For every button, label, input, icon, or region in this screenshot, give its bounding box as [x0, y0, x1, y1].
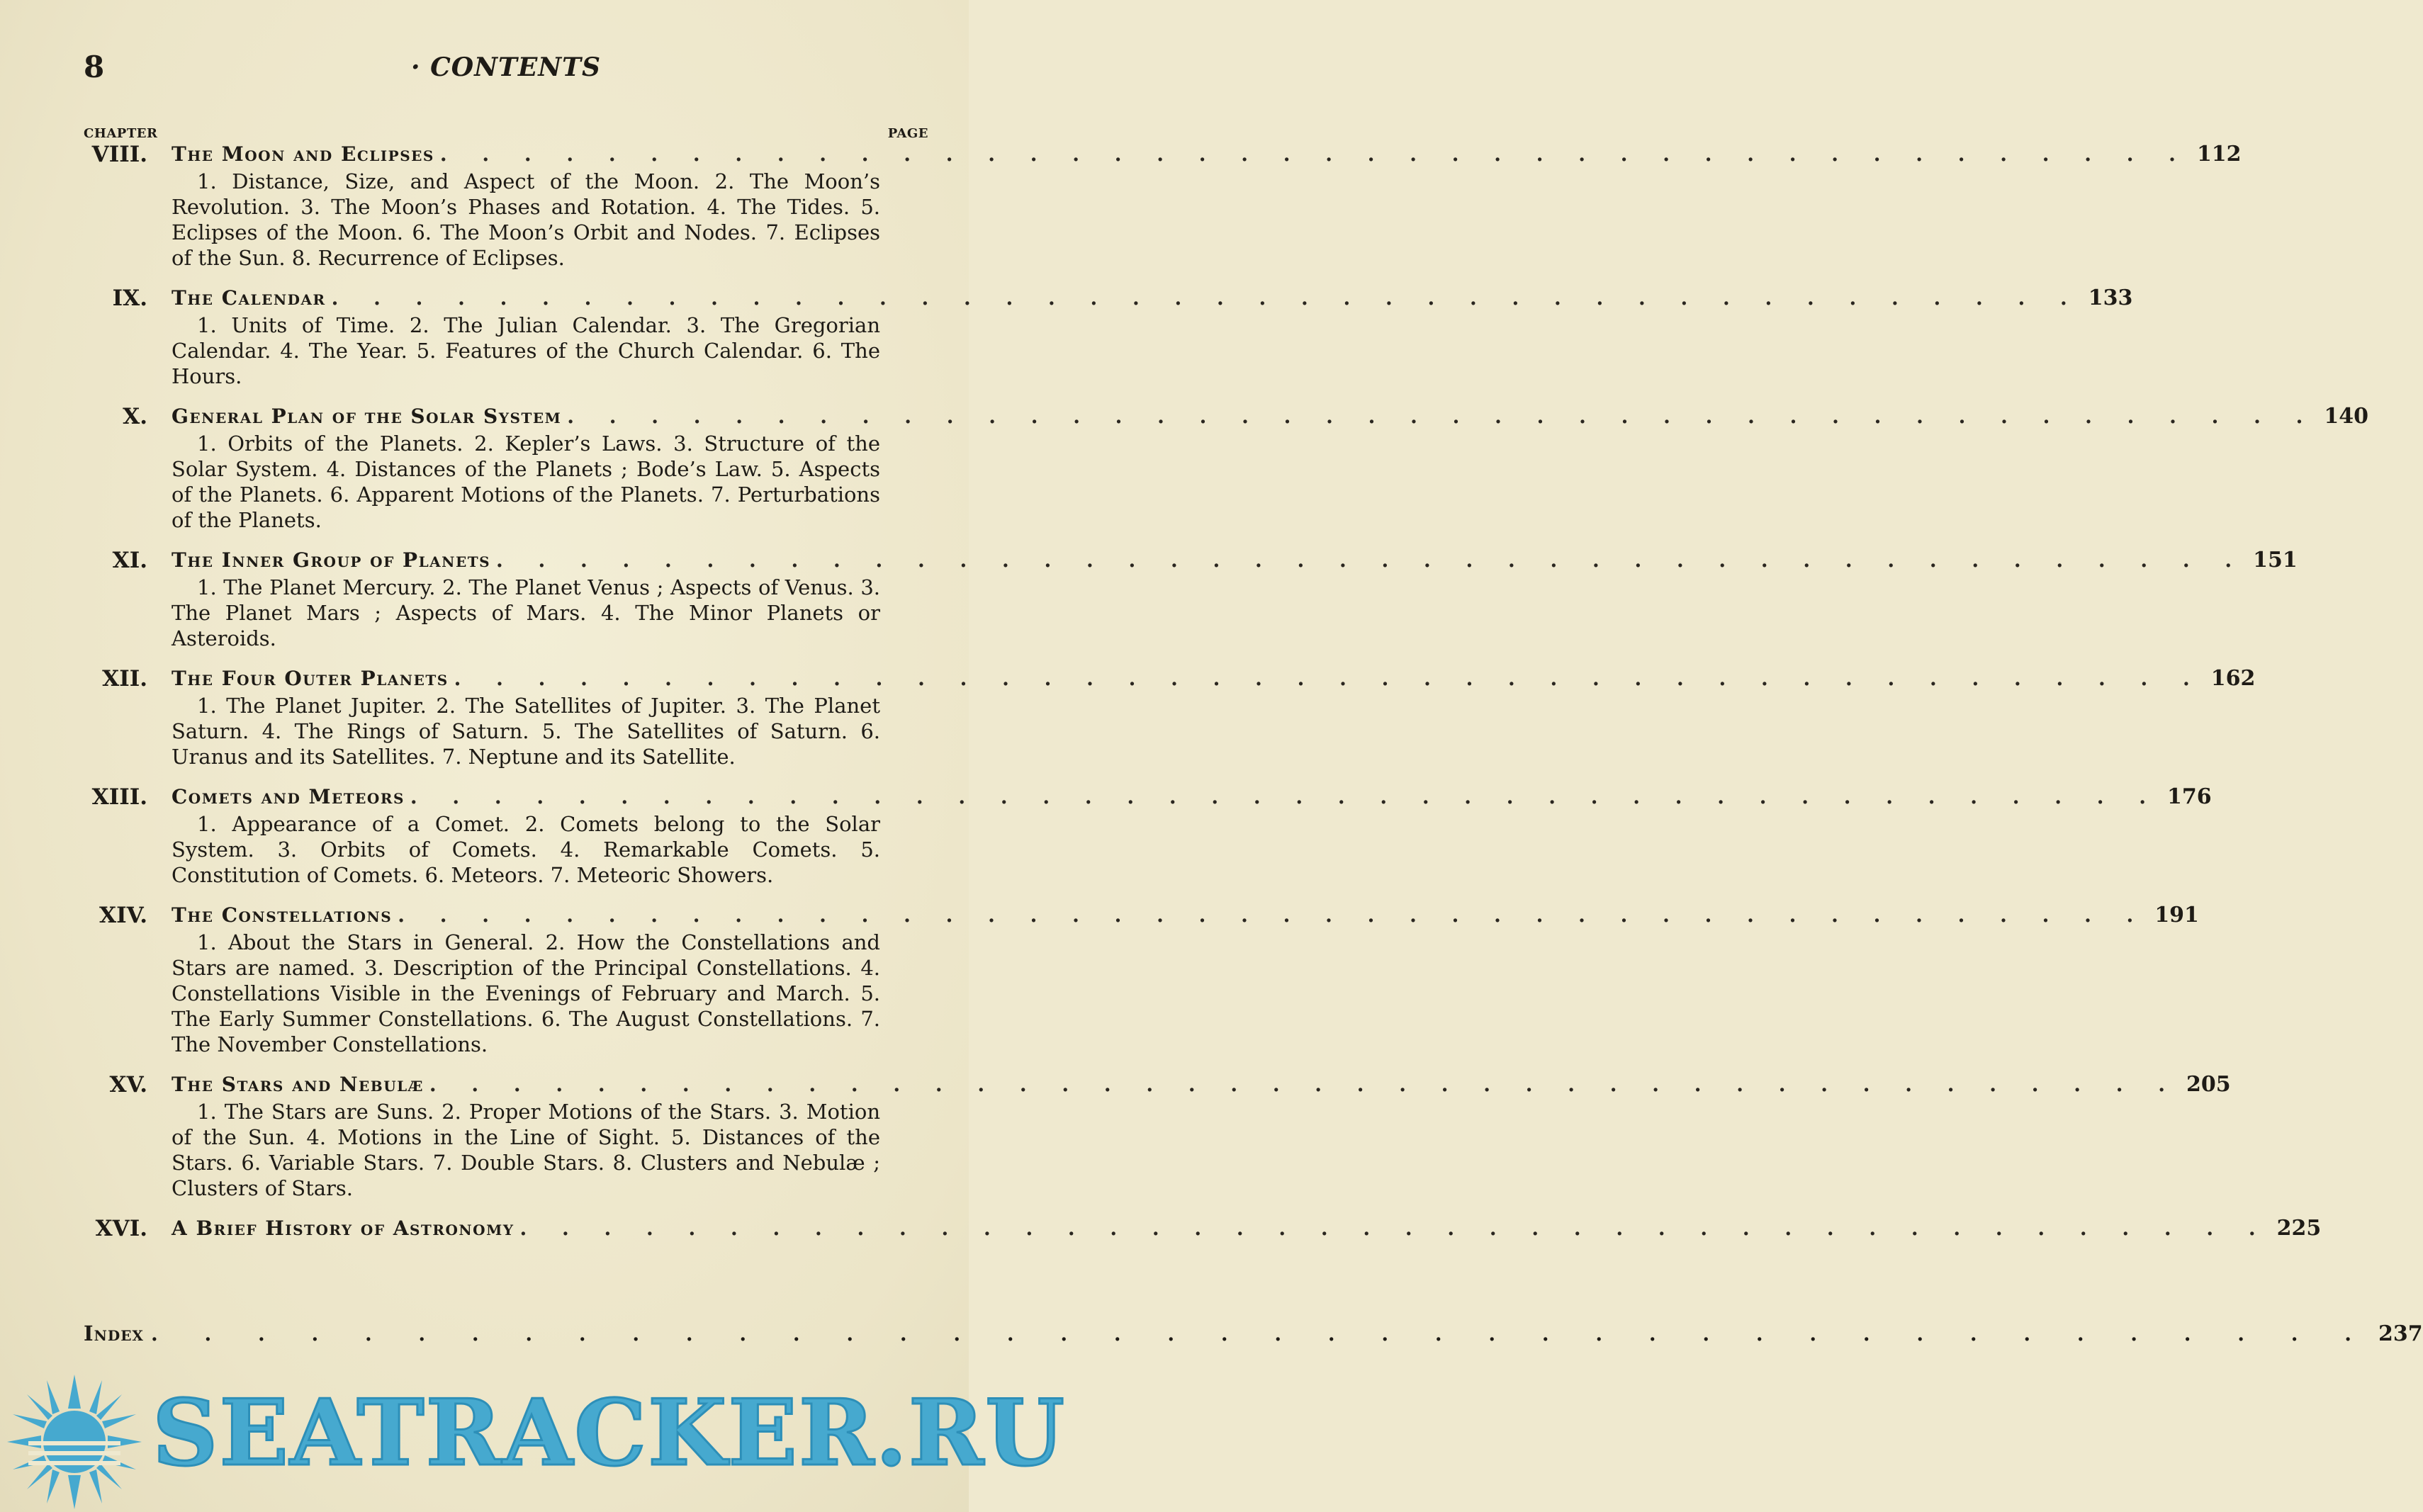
chapter-column-label: CHAPTER: [84, 126, 158, 141]
dot-leader: [519, 1214, 2269, 1243]
toc-entry-x: [84, 402, 2368, 533]
chapter-summary: 1. Appearance of a Comet. 2. Comets belong to the Solar System. 3. Orbits of Comets. 4. Remarkable Comets. 5. Constitution of Comets. 6. Meteors. 7. Meteoric Showers.: [172, 812, 880, 887]
dot-leader: [454, 665, 2204, 693]
chapter-title: The Constellations: [172, 903, 393, 927]
chapter-number: XI.: [112, 548, 147, 573]
toc-entry-viii: [84, 140, 2242, 271]
toc-entry-xv: [84, 1071, 2231, 1201]
toc-entry-index: [84, 1319, 2423, 1348]
chapter-number: XIII.: [91, 784, 147, 810]
page-number: 8: [84, 50, 105, 84]
index-label: Index: [84, 1321, 144, 1345]
chapter-number: XV.: [109, 1072, 147, 1098]
page-reference: 191: [2154, 903, 2199, 927]
sun-logo-icon: [0, 1367, 156, 1512]
page-reference: 162: [2210, 666, 2256, 691]
toc-entry-ix: [84, 284, 2133, 389]
chapter-title: Comets and Meteors: [172, 785, 405, 808]
chapter-summary: 1. The Planet Jupiter. 2. The Satellites of Jupiter. 3. The Planet Saturn. 4. The Rings of Saturn. 5. The Satellites of Saturn. 6. Uranus and its Satellites. 7. Neptune and its Satellite.: [172, 694, 880, 769]
chapter-summary: 1. The Stars are Suns. 2. Proper Motions of the Stars. 3. Motion of the Sun. 4. Motions in the Line of Sight. 5. Distances of the Stars. 6. Variable Stars. 7. Double Stars. 8. Clusters and Nebulæ ; Clusters of Stars.: [172, 1100, 880, 1200]
chapter-summary: 1. About the Stars in General. 2. How the Constellations and Stars are named. 3. Description of the Principal Constellations. 4. Constellations Visible in the Evenings of February and March. 5. The Early Summer Constellations. 6. The August Constellations. 7. The November Constellations.: [172, 930, 880, 1056]
page-column-label: PAGE: [887, 126, 928, 141]
page-header: [84, 50, 928, 92]
toc-entries: [84, 140, 2368, 1256]
chapter-number: XII.: [102, 666, 147, 692]
dot-leader: [151, 1320, 2371, 1348]
toc-entry-xiii: [84, 783, 2212, 888]
dot-leader: [440, 140, 2190, 169]
dot-leader: [567, 402, 2317, 431]
toc-entry-xiv: [84, 901, 2199, 1057]
page-reference: 112: [2196, 142, 2242, 167]
running-head: · CONTENTS: [411, 52, 601, 82]
dot-leader: [332, 284, 2081, 312]
page-reference: 140: [2324, 404, 2368, 429]
dot-leader: [429, 1071, 2179, 1099]
toc-entry-xi: [84, 546, 2298, 651]
index-page-reference: 237: [2378, 1321, 2423, 1346]
toc-entry-xii: [84, 665, 2256, 769]
chapter-title: The Inner Group of Planets: [172, 548, 491, 572]
dot-leader: [496, 546, 2246, 575]
dot-leader: [410, 783, 2160, 811]
chapter-number: VIII.: [91, 142, 147, 167]
page-reference: 133: [2088, 286, 2133, 310]
page-reference: 205: [2186, 1072, 2231, 1097]
page-reference: 176: [2167, 784, 2212, 809]
chapter-title: The Moon and Eclipses: [172, 142, 434, 166]
chapter-summary: 1. Units of Time. 2. The Julian Calendar. 3. The Gregorian Calendar. 4. The Year. 5. Features of the Church Calendar. 6. The Hours.: [172, 313, 880, 388]
chapter-number: XVI.: [95, 1216, 147, 1241]
chapter-number: X.: [123, 404, 147, 429]
chapter-title: The Four Outer Planets: [172, 667, 449, 690]
page-reference: 225: [2276, 1216, 2322, 1241]
chapter-title: A Brief History of Astronomy: [172, 1217, 515, 1240]
chapter-number: IX.: [112, 286, 147, 311]
page-reference: 151: [2253, 548, 2298, 572]
watermark: [0, 1367, 1066, 1512]
chapter-summary: 1. Distance, Size, and Aspect of the Moon. 2. The Moon’s Revolution. 3. The Moon’s Phases and Rotation. 4. The Tides. 5. Eclipses of the Moon. 6. The Moon’s Orbit and Nodes. 7. Eclipses of the Sun. 8. Recurrence of Eclipses.: [172, 169, 880, 270]
chapter-number: XIV.: [99, 903, 147, 928]
dot-leader: [398, 901, 2147, 930]
chapter-summary: 1. Orbits of the Planets. 2. Kepler’s Laws. 3. Structure of the Solar System. 4. Distances of the Planets ; Bode’s Law. 5. Aspects of the Planets. 6. Apparent Motions of the Planets. 7. Perturbations of the Planets.: [172, 431, 880, 532]
chapter-summary: 1. The Planet Mercury. 2. The Planet Venus ; Aspects of Venus. 3. The Planet Mars ; Aspects of Mars. 4. The Minor Planets or Asteroids.: [172, 575, 880, 650]
chapter-title: General Plan of the Solar System: [172, 405, 562, 428]
chapter-title: The Calendar: [172, 286, 326, 310]
watermark-text: SEATRACKER.RU: [152, 1380, 1066, 1486]
chapter-title: The Stars and Nebulæ: [172, 1073, 424, 1096]
toc-entry-xvi: [84, 1214, 2322, 1243]
